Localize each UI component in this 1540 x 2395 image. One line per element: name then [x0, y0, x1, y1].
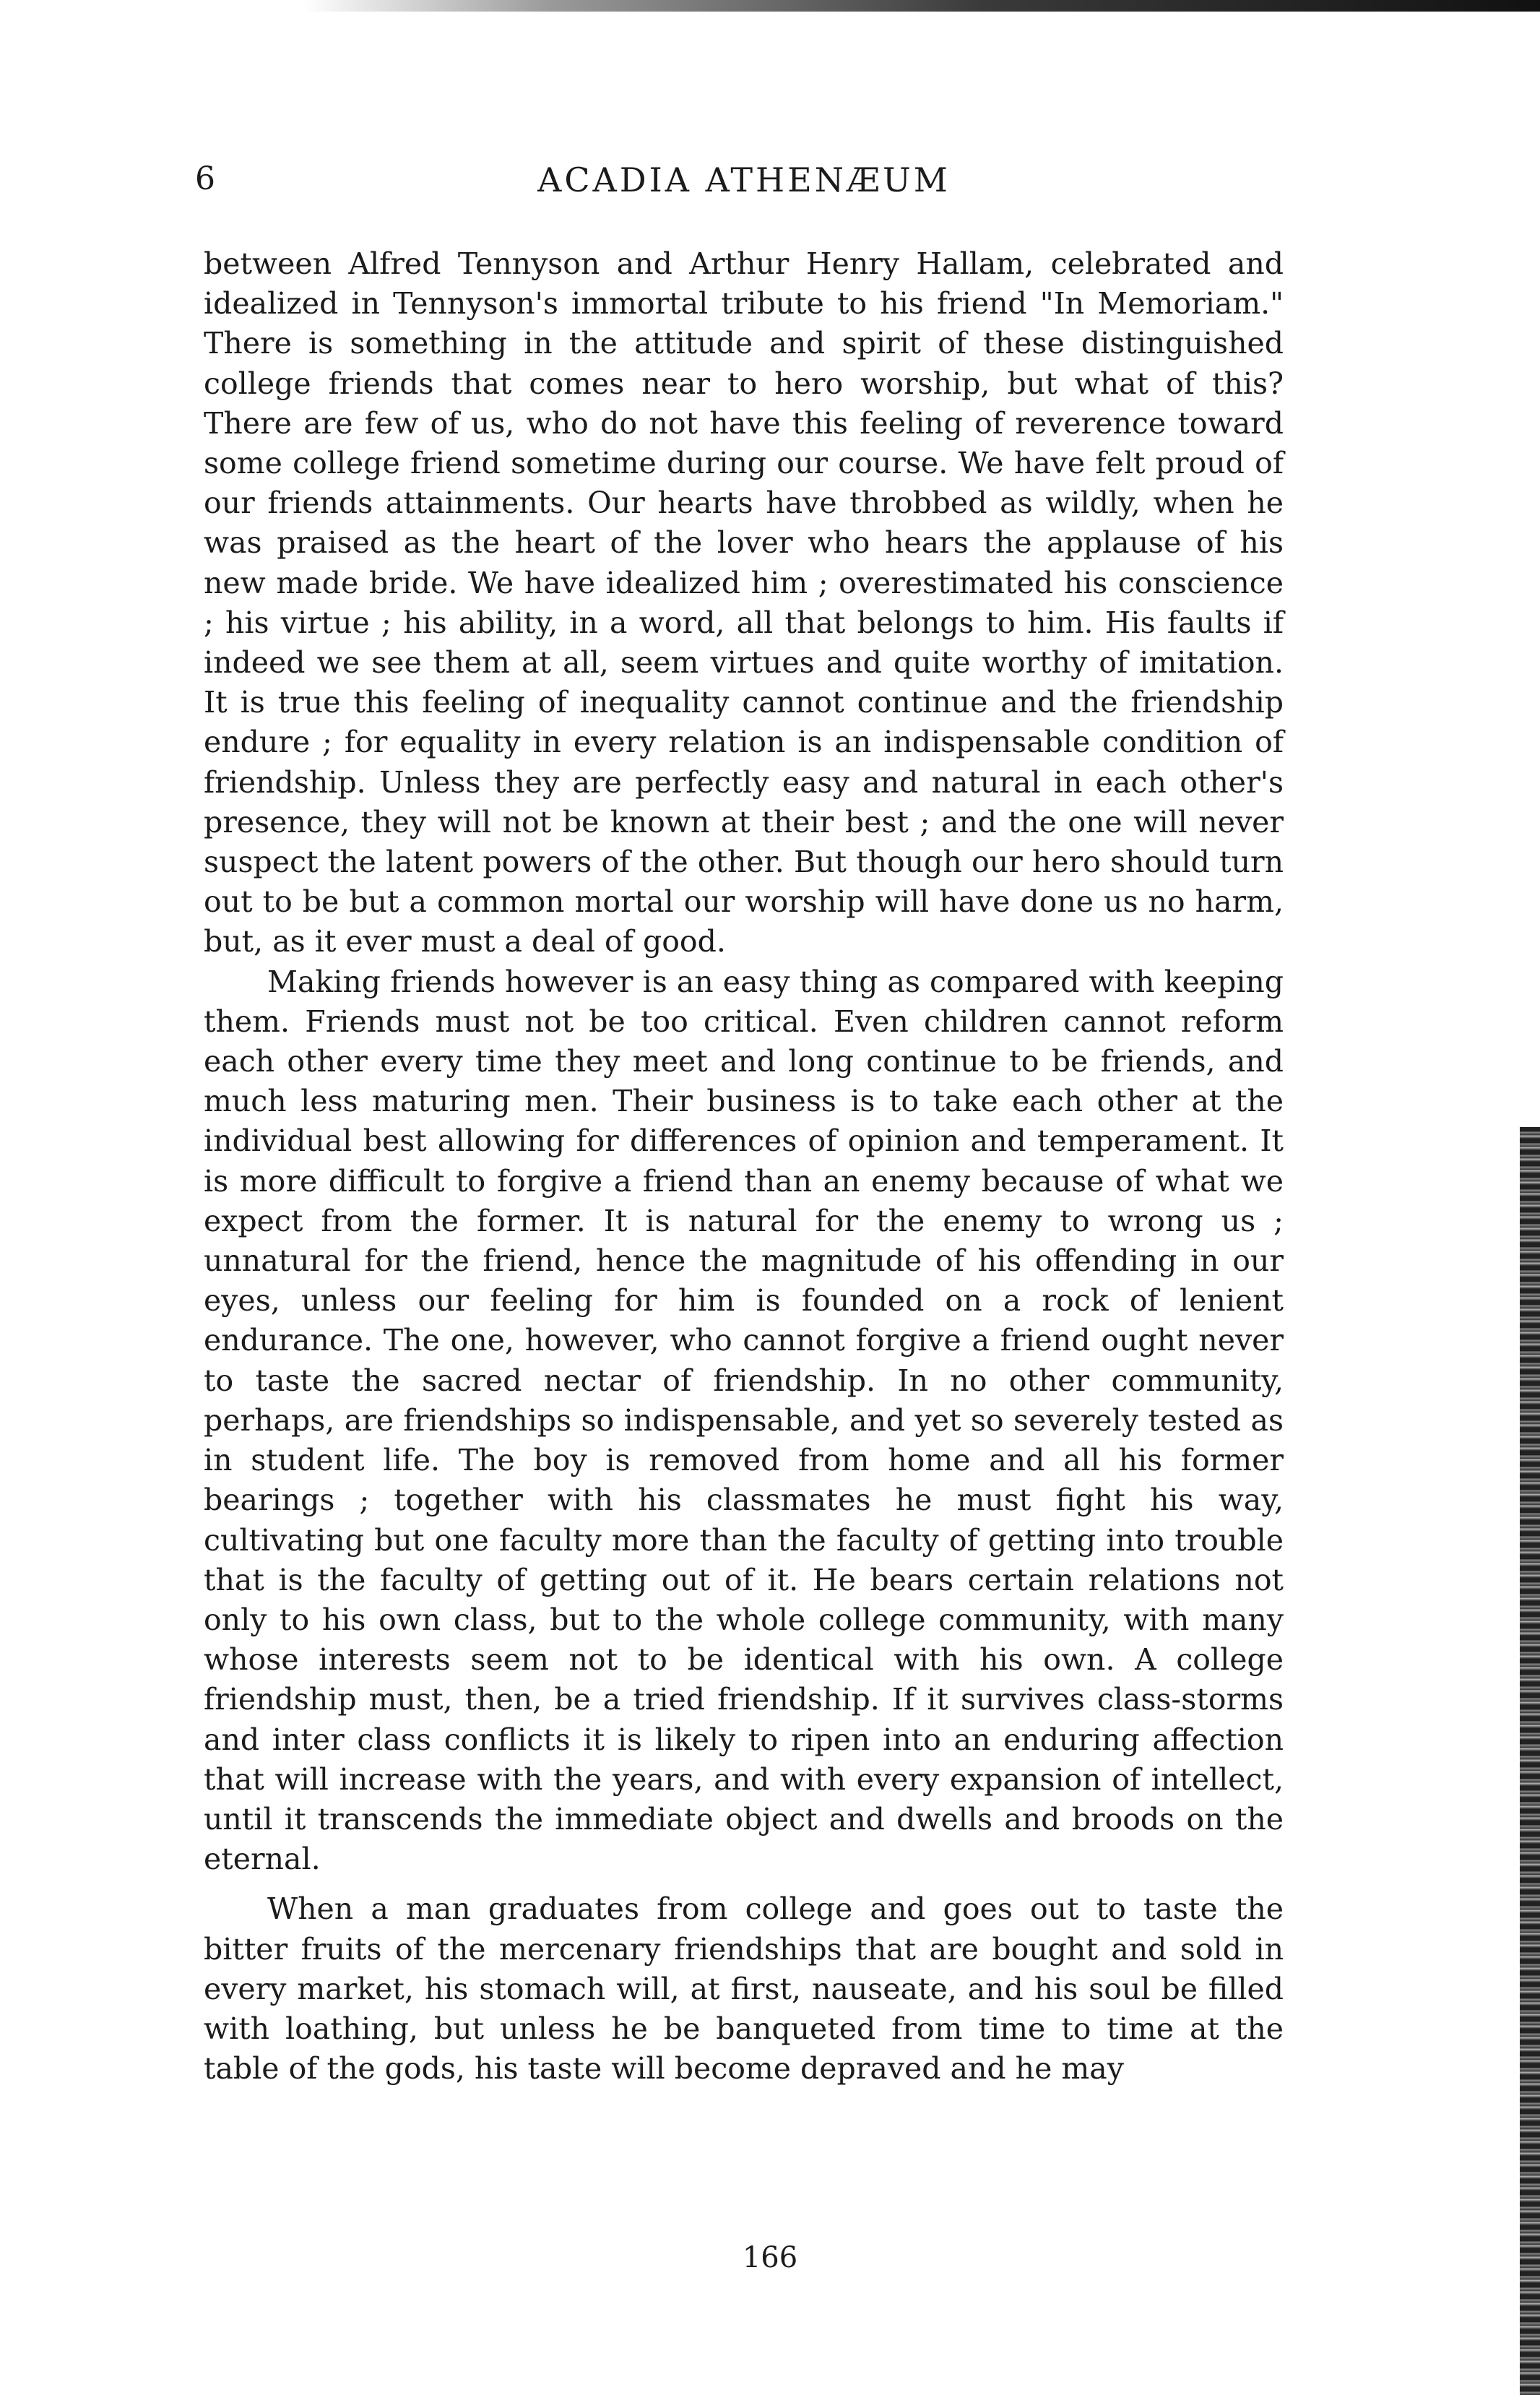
scan-binding-edge [1520, 1127, 1540, 2395]
page-header [195, 160, 1293, 211]
paragraph: Making friends however is an easy thing as compared with keeping them. Friends must not be too critical. Even children cannot reform each other every time they meet and long continue to be friends, and much less maturing men. Their business is to take each other at the individual best allowing for differences of opinion and temperament. It is more difficult to forgive a friend than an enemy because of what we expect from the former. It is natural for the enemy to wrong us ; unnatural for the friend, hence the magnitude of his offending in our eyes, unless our feeling for him is founded on a rock of lenient endurance. The one, however, who cannot forgive a friend ought never to taste the sacred nectar of friendship. In no other community, perhaps, are friendships so indispensable, and yet so severely tested as in student life. The boy is removed from home and all his former bearings ; together with his classmates he must fight his way, cultivating but one faculty more than the faculty of getting into trouble that is the faculty of getting out of it. He bears certain relations not only to his own class, but to the whole college community, with many whose interests seem not to be identical with his own. A college friendship must, then, be a tried friendship. If it survives class-storms and inter class conflicts it is likely to ripen into an enduring affection that will increase with the years, and with every expansion of intellect, until it transcends the immediate object and dwells and broods on the eternal. [204, 964, 1284, 1877]
page-number: 6 [195, 160, 215, 197]
scan-top-edge [303, 0, 1540, 12]
folio: 166 [742, 2241, 798, 2274]
article-body [204, 244, 1284, 2089]
paragraph: When a man graduates from college and goes out to taste the bitter fruits of the mercenary friendships that are bought and sold in every market, his stomach will, at first, nauseate, and his soul be filled with loathing, but unless he be banqueted from time to time at the table of the gods, his taste will become depraved and he may [204, 1891, 1284, 2087]
paragraph: between Alfred Tennyson and Arthur Henry Hallam, celebrated and idealized in Tennyson's immortal tribute to his friend "In Memoriam." There is something in the attitude and spirit of these distinguished college friends that comes near to hero worship, but what of this? There are few of us, who do not have this feeling of reverence toward some college friend sometime during our course. We have felt proud of our friends attainments. Our hearts have throbbed as wildly, when he was praised as the heart of the lover who hears the applause of his new made bride. We have idealized him ; overestimated his conscience ; his virtue ; his ability, in a word, all that belongs to him. His faults if indeed we see them at all, seem virtues and quite worthy of imitation. It is true this feeling of inequality cannot continue and the friendship endure ; for equality in every relation is an indispensable condition of friendship. Unless they are perfectly easy and natural in each other's presence, they will not be known at their best ; and the one will never suspect the latent powers of the other. But though our hero should turn out to be but a common mortal our worship will have done us no harm, but, as it ever must a deal of good. [204, 246, 1284, 959]
running-title: ACADIA ATHENÆUM [537, 160, 951, 199]
